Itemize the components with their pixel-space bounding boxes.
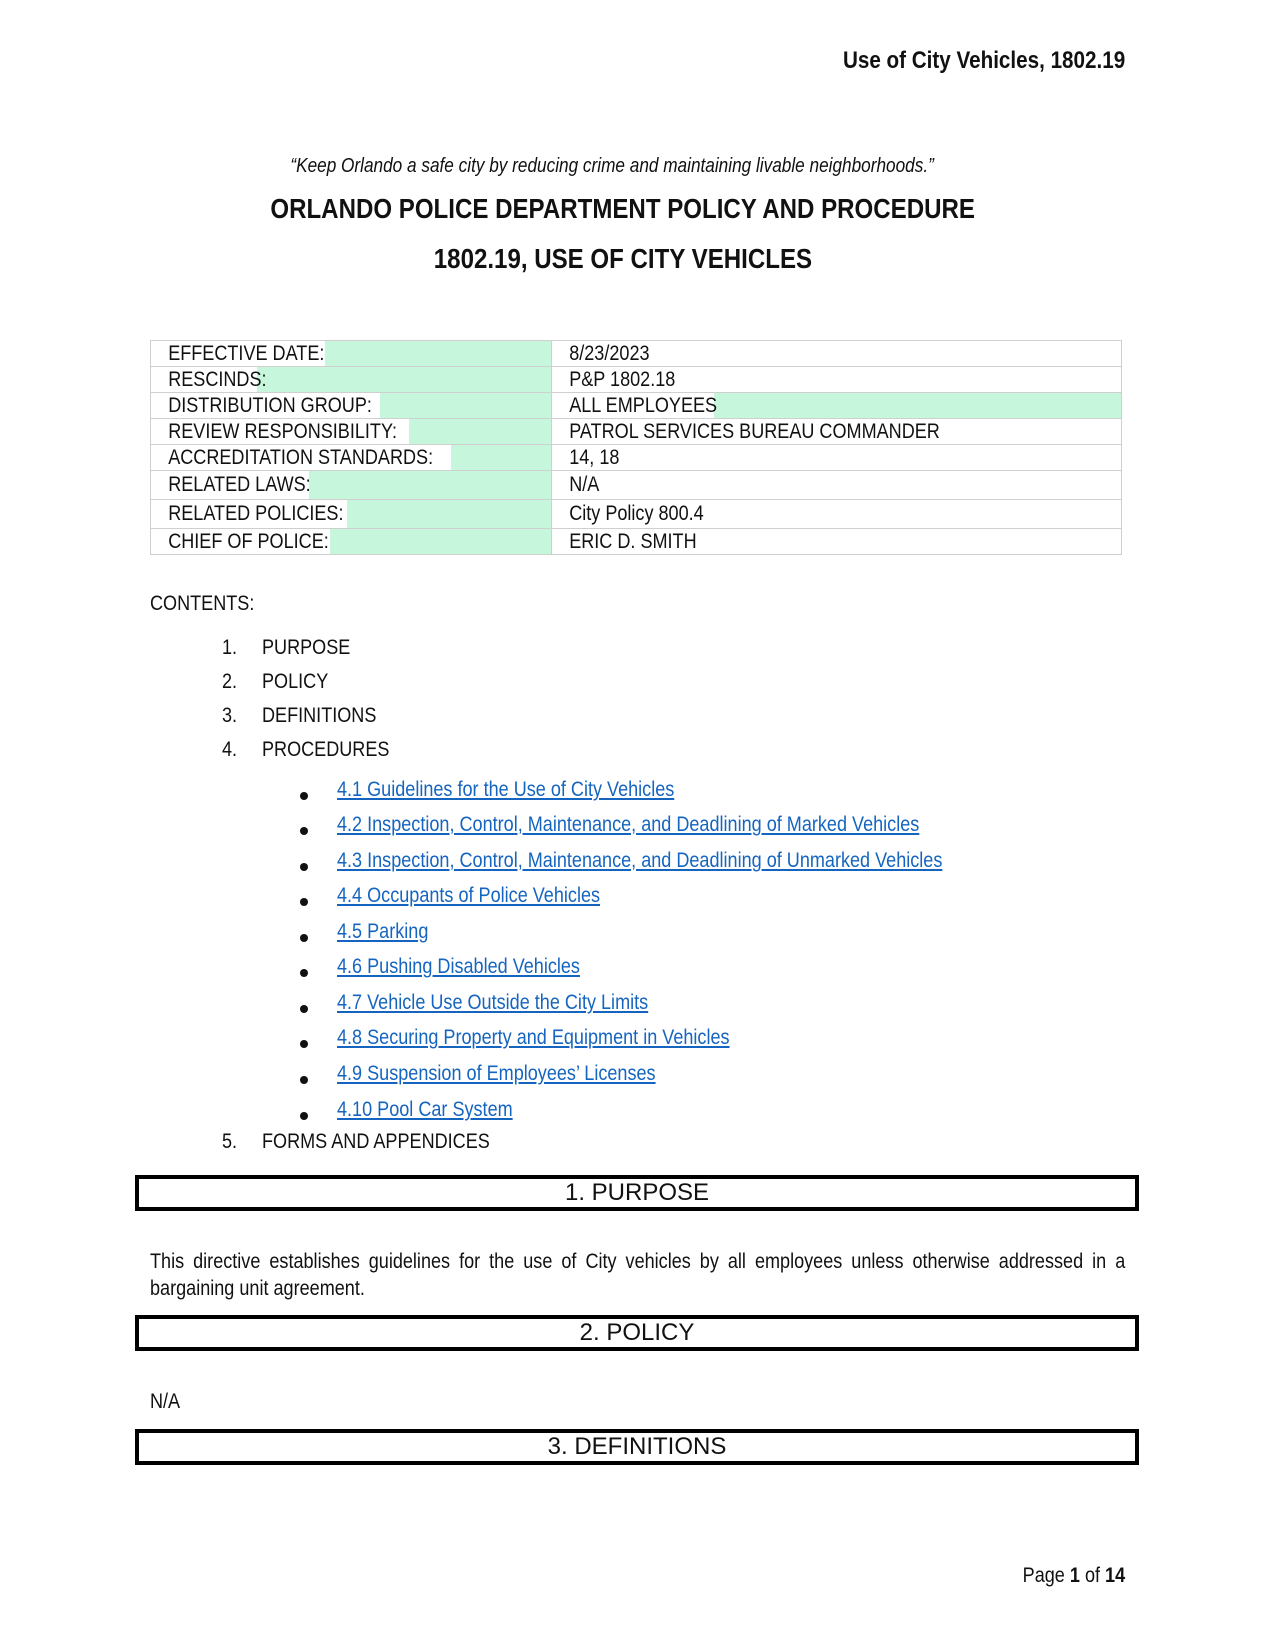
bullet-icon [300,969,308,977]
toc-link-4-4[interactable]: 4.4 Occupants of Police Vehicles [337,884,601,907]
document-subtitle: 1802.19, USE OF CITY VEHICLES [433,243,812,274]
toc-link-4-9[interactable]: 4.9 Suspension of Employees’ Licenses [337,1062,656,1085]
meta-label: DISTRIBUTION GROUP: [168,393,372,417]
meta-label: ACCREDITATION STANDARDS: [168,445,434,469]
bullet-icon [300,898,308,906]
meta-row-distribution-group [151,393,1122,419]
document-title: ORLANDO POLICE DEPARTMENT POLICY AND PROCEDURE [270,193,975,224]
toc-link-4-1[interactable]: 4.1 Guidelines for the Use of City Vehicles [337,778,675,801]
meta-row-related-policies [151,500,1122,529]
meta-value: 8/23/2023 [569,341,650,365]
label-highlight [325,341,551,366]
meta-label: REVIEW RESPONSIBILITY: [168,419,398,443]
meta-value: ALL EMPLOYEES [569,393,718,417]
meta-label: RELATED LAWS: [168,473,311,496]
meta-label: RELATED POLICIES: [168,502,344,525]
meta-label: RESCINDS: [168,367,267,391]
label-highlight [309,471,551,499]
bullet-icon [300,1112,308,1120]
meta-row-effective-date [151,341,1122,367]
bullet-icon [300,1005,308,1013]
section-heading-policy: 2. POLICY [135,1315,1139,1351]
meta-value: N/A [569,473,600,496]
meta-value: 14, 18 [569,445,620,469]
meta-value: P&P 1802.18 [569,367,676,391]
bullet-icon [300,863,308,871]
toc-link-4-10[interactable]: 4.10 Pool Car System [337,1098,513,1121]
purpose-body: This directive establishes guidelines for the use of City vehicles by all employees unless otherwise addressed in a bargaining unit agreement. [150,1250,1126,1300]
bullet-icon [300,827,308,835]
meta-label: EFFECTIVE DATE: [168,341,325,365]
value-highlight [714,393,1121,418]
bullet-icon [300,1076,308,1084]
label-highlight [347,500,551,528]
toc-link-4-3[interactable]: 4.3 Inspection, Control, Maintenance, and Deadlining of Unmarked Vehicles [337,849,943,872]
running-header-title: Use of City Vehicles, 1802.19 [842,47,1125,74]
meta-row-accreditation-standards [151,445,1122,471]
meta-value: City Policy 800.4 [569,502,704,525]
meta-value: PATROL SERVICES BUREAU COMMANDER [569,419,940,443]
page-number: Page 1 of 14 [1022,1564,1125,1587]
policy-body: N/A [150,1390,181,1413]
department-motto: “Keep Orlando a safe city by reducing crime and maintaining livable neighborhoods.” [290,155,935,177]
section-heading-definitions: 3. DEFINITIONS [135,1429,1139,1465]
contents-heading: CONTENTS: [150,592,255,615]
label-highlight [257,367,551,392]
toc-link-4-7[interactable]: 4.7 Vehicle Use Outside the City Limits [337,991,649,1014]
toc-link-4-8[interactable]: 4.8 Securing Property and Equipment in Vehicles [337,1026,730,1049]
toc-link-4-2[interactable]: 4.2 Inspection, Control, Maintenance, and Deadlining of Marked Vehicles [337,813,920,836]
meta-row-rescinds [151,367,1122,393]
label-highlight [451,445,551,470]
bullet-icon [300,1040,308,1048]
meta-row-related-laws [151,471,1122,500]
bullet-icon [300,792,308,800]
section-heading-purpose: 1. PURPOSE [135,1175,1139,1211]
meta-row-review-responsibility [151,419,1122,445]
label-highlight [409,419,551,444]
label-highlight [380,393,551,418]
toc-link-4-5[interactable]: 4.5 Parking [337,920,429,943]
meta-value: ERIC D. SMITH [569,529,697,553]
meta-row-chief-of-police [151,529,1122,555]
policy-metadata-table [150,340,1122,555]
label-highlight [330,529,551,554]
bullet-icon [300,934,308,942]
toc-link-4-6[interactable]: 4.6 Pushing Disabled Vehicles [337,955,580,978]
meta-label: CHIEF OF POLICE: [168,529,329,553]
